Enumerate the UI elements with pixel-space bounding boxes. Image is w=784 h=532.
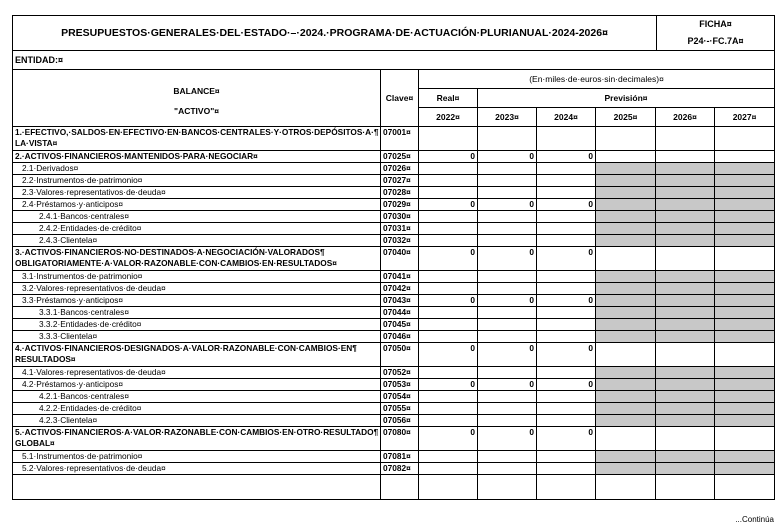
row-label: 5.·ACTIVOS·FINANCIEROS·A·VALOR·RAZONABLE·CON·CAMBIOS·EN·OTRO·RESULTADO¶ GLOBAL¤ [13, 427, 381, 451]
forecast-cell[interactable] [715, 283, 775, 295]
value-cell[interactable] [419, 319, 478, 331]
row-label: 2.4.2·Entidades·de·crédito¤ [13, 223, 381, 235]
value-cell[interactable] [419, 175, 478, 187]
value-cell[interactable] [537, 271, 596, 283]
table-row [13, 235, 775, 247]
value-cell[interactable] [478, 319, 537, 331]
forecast-cell[interactable] [656, 367, 715, 379]
forecast-cell[interactable] [656, 331, 715, 343]
value-cell[interactable] [537, 223, 596, 235]
forecast-cell[interactable] [596, 187, 656, 199]
forecast-cell[interactable] [596, 415, 656, 427]
value-cell[interactable] [478, 271, 537, 283]
value-cell[interactable] [478, 451, 537, 463]
value-cell[interactable] [537, 307, 596, 319]
balance-heading [13, 70, 381, 127]
year-heading: 2022¤ [419, 108, 478, 127]
table-row [13, 295, 775, 307]
form-title: PRESUPUESTOS·GENERALES·DEL·ESTADO·–·2024.·PROGRAMA·DE·ACTUACIÓN·PLURIANUAL·2024-2026¤ [13, 16, 657, 51]
forecast-cell[interactable] [596, 247, 656, 271]
table-row [13, 187, 775, 199]
value-cell[interactable]: 0 [419, 247, 478, 271]
forecast-cell[interactable] [656, 379, 715, 391]
value-cell[interactable]: 0 [419, 199, 478, 211]
value-cell[interactable] [537, 451, 596, 463]
row-label: 3.1·Instrumentos·de·patrimonio¤ [13, 271, 381, 283]
forecast-cell[interactable] [596, 331, 656, 343]
forecast-cell[interactable] [656, 427, 715, 451]
forecast-cell[interactable] [656, 247, 715, 271]
row-label: 3.2·Valores·representativos·de·deuda¤ [13, 283, 381, 295]
table-row [13, 343, 775, 367]
forecast-cell[interactable] [715, 367, 775, 379]
forecast-cell[interactable] [656, 307, 715, 319]
forecast-cell[interactable] [715, 307, 775, 319]
row-clave: 07026¤ [381, 163, 419, 175]
year-heading: 2025¤ [596, 108, 656, 127]
continua-note: ...Continúa [735, 515, 774, 524]
value-cell[interactable] [537, 403, 596, 415]
value-cell[interactable]: 0 [478, 199, 537, 211]
activo-label: "ACTIVO"¤ [174, 106, 219, 116]
row-label: 2.4·Préstamos·y·anticipos¤ [13, 199, 381, 211]
forecast-cell[interactable] [596, 283, 656, 295]
year-heading: 2023¤ [478, 108, 537, 127]
value-cell[interactable] [537, 127, 596, 151]
row-label: 3.3.2·Entidades·de·crédito¤ [13, 319, 381, 331]
table-row [13, 451, 775, 463]
value-cell[interactable] [419, 415, 478, 427]
value-cell[interactable] [478, 403, 537, 415]
row-label: 2.3·Valores·representativos·de·deuda¤ [13, 187, 381, 199]
row-clave: 07040¤ [381, 247, 419, 271]
forecast-cell[interactable] [715, 427, 775, 451]
forecast-cell[interactable] [596, 235, 656, 247]
table-row [13, 331, 775, 343]
value-cell[interactable] [419, 307, 478, 319]
value-cell[interactable] [478, 187, 537, 199]
value-cell[interactable]: 0 [478, 151, 537, 163]
forecast-cell[interactable] [656, 283, 715, 295]
table-row [13, 127, 775, 151]
row-clave: 07042¤ [381, 283, 419, 295]
balance-table [12, 69, 775, 500]
row-clave: 07044¤ [381, 307, 419, 319]
forecast-cell[interactable] [656, 211, 715, 223]
real-heading: Real¤ [419, 89, 478, 108]
table-row [13, 367, 775, 379]
forecast-cell[interactable] [656, 319, 715, 331]
value-cell[interactable]: 0 [478, 247, 537, 271]
ficha-code: P24·-·FC.7A¤ [657, 33, 775, 51]
row-clave: 07028¤ [381, 187, 419, 199]
value-cell[interactable]: 0 [537, 151, 596, 163]
forecast-cell[interactable] [596, 319, 656, 331]
value-cell[interactable] [419, 463, 478, 475]
row-clave: 07045¤ [381, 319, 419, 331]
value-cell[interactable] [419, 235, 478, 247]
row-label: 2.1·Derivados¤ [13, 163, 381, 175]
value-cell[interactable] [419, 223, 478, 235]
forecast-cell[interactable] [656, 403, 715, 415]
value-cell[interactable]: 0 [419, 427, 478, 451]
forecast-cell[interactable] [596, 199, 656, 211]
forecast-cell[interactable] [656, 175, 715, 187]
forecast-cell[interactable] [656, 151, 715, 163]
forecast-cell[interactable] [715, 163, 775, 175]
value-cell[interactable] [537, 391, 596, 403]
table-row [13, 391, 775, 403]
value-cell[interactable] [537, 319, 596, 331]
value-cell[interactable] [478, 175, 537, 187]
forecast-cell[interactable] [715, 175, 775, 187]
forecast-cell[interactable] [715, 271, 775, 283]
forecast-cell[interactable] [715, 295, 775, 307]
value-cell[interactable]: 0 [537, 379, 596, 391]
value-cell[interactable] [537, 331, 596, 343]
header-table [12, 15, 775, 70]
row-label: 2.2·Instrumentos·de·patrimonio¤ [13, 175, 381, 187]
forecast-cell[interactable] [715, 235, 775, 247]
table-row [13, 319, 775, 331]
table-row [13, 199, 775, 211]
value-cell[interactable]: 0 [537, 199, 596, 211]
year-heading: 2027¤ [715, 108, 775, 127]
value-cell[interactable] [537, 211, 596, 223]
forecast-cell[interactable] [715, 403, 775, 415]
row-label: 3.3.3·Clientela¤ [13, 331, 381, 343]
value-cell[interactable] [478, 283, 537, 295]
forecast-cell[interactable] [715, 331, 775, 343]
value-cell[interactable] [478, 367, 537, 379]
forecast-cell[interactable] [715, 127, 775, 151]
forecast-cell[interactable] [596, 391, 656, 403]
table-row [13, 427, 775, 451]
forecast-cell[interactable] [596, 271, 656, 283]
value-cell[interactable] [478, 331, 537, 343]
row-clave: 07080¤ [381, 427, 419, 451]
row-clave: 07025¤ [381, 151, 419, 163]
value-cell[interactable] [419, 403, 478, 415]
value-cell[interactable] [478, 163, 537, 175]
balance-label: BALANCE¤ [173, 86, 220, 96]
forecast-cell[interactable] [656, 163, 715, 175]
value-cell[interactable]: 0 [537, 343, 596, 367]
row-clave: 07053¤ [381, 379, 419, 391]
value-cell[interactable]: 0 [419, 379, 478, 391]
row-clave: 07031¤ [381, 223, 419, 235]
row-clave: 07082¤ [381, 463, 419, 475]
value-cell[interactable] [537, 283, 596, 295]
value-cell[interactable] [478, 211, 537, 223]
value-cell[interactable]: 0 [478, 427, 537, 451]
value-cell[interactable]: 0 [419, 295, 478, 307]
value-cell[interactable]: 0 [419, 151, 478, 163]
forecast-cell[interactable] [715, 343, 775, 367]
table-row [13, 211, 775, 223]
forecast-cell[interactable] [715, 151, 775, 163]
value-cell[interactable]: 0 [478, 295, 537, 307]
forecast-cell[interactable] [715, 187, 775, 199]
row-label: 3.3.1·Bancos·centrales¤ [13, 307, 381, 319]
row-label: 5.1·Instrumentos·de·patrimonio¤ [13, 451, 381, 463]
row-clave: 07054¤ [381, 391, 419, 403]
row-label: 5.2·Valores·representativos·de·deuda¤ [13, 463, 381, 475]
value-cell[interactable] [478, 235, 537, 247]
table-row [13, 223, 775, 235]
row-clave: 07055¤ [381, 403, 419, 415]
forecast-cell[interactable] [656, 271, 715, 283]
value-cell[interactable]: 0 [537, 295, 596, 307]
ficha-label: FICHA¤ [657, 16, 775, 34]
forecast-cell[interactable] [715, 319, 775, 331]
forecast-cell[interactable] [656, 199, 715, 211]
units-note: (En·miles·de·euros·sin·decimales)¤ [419, 70, 775, 89]
forecast-cell[interactable] [596, 163, 656, 175]
table-row [13, 283, 775, 295]
forecast-cell[interactable] [715, 211, 775, 223]
forecast-cell[interactable] [596, 343, 656, 367]
forecast-cell[interactable] [656, 187, 715, 199]
value-cell[interactable] [537, 163, 596, 175]
value-cell[interactable] [419, 391, 478, 403]
forecast-cell[interactable] [715, 451, 775, 463]
row-label: 4.2·Préstamos·y·anticipos¤ [13, 379, 381, 391]
value-cell[interactable] [478, 127, 537, 151]
row-label: 3.3·Préstamos·y·anticipos¤ [13, 295, 381, 307]
forecast-cell[interactable] [715, 463, 775, 475]
table-row [13, 415, 775, 427]
row-label: 4.·ACTIVOS·FINANCIEROS·DESIGNADOS·A·VALOR·RAZONABLE·CON·CAMBIOS·EN¶ RESULTADOS¤ [13, 343, 381, 367]
row-clave: 07050¤ [381, 343, 419, 367]
forecast-cell[interactable] [656, 295, 715, 307]
forecast-cell[interactable] [596, 151, 656, 163]
forecast-cell[interactable] [656, 415, 715, 427]
forecast-cell[interactable] [596, 379, 656, 391]
year-heading: 2026¤ [656, 108, 715, 127]
forecast-cell[interactable] [596, 223, 656, 235]
clave-heading: Clave¤ [381, 70, 419, 127]
forecast-cell[interactable] [656, 451, 715, 463]
row-clave: 07032¤ [381, 235, 419, 247]
value-cell[interactable] [478, 391, 537, 403]
value-cell[interactable] [419, 331, 478, 343]
table-row [13, 175, 775, 187]
row-label: 1.·EFECTIVO,·SALDOS·EN·EFECTIVO·EN·BANCOS·CENTRALES·Y·OTROS·DEPÓSITOS·A·¶ LA·VISTA¤ [13, 127, 381, 151]
value-cell[interactable] [419, 367, 478, 379]
blank-row [13, 475, 775, 500]
row-label: 4.2.1·Bancos·centrales¤ [13, 391, 381, 403]
table-row [13, 307, 775, 319]
table-row [13, 463, 775, 475]
value-cell[interactable] [537, 367, 596, 379]
value-cell[interactable]: 0 [478, 379, 537, 391]
forecast-cell[interactable] [596, 211, 656, 223]
row-label: 2.4.1·Bancos·centrales¤ [13, 211, 381, 223]
forecast-cell[interactable] [715, 223, 775, 235]
forecast-cell[interactable] [656, 391, 715, 403]
value-cell[interactable] [478, 463, 537, 475]
row-label: 4.2.2·Entidades·de·crédito¤ [13, 403, 381, 415]
year-heading: 2024¤ [537, 108, 596, 127]
value-cell[interactable] [478, 415, 537, 427]
value-cell[interactable] [537, 187, 596, 199]
prevision-heading: Previsión¤ [478, 89, 775, 108]
row-clave: 07027¤ [381, 175, 419, 187]
value-cell[interactable] [478, 223, 537, 235]
value-cell[interactable] [537, 415, 596, 427]
row-label: 4.1·Valores·representativos·de·deuda¤ [13, 367, 381, 379]
row-clave: 07030¤ [381, 211, 419, 223]
row-clave: 07081¤ [381, 451, 419, 463]
value-cell[interactable] [419, 451, 478, 463]
forecast-cell[interactable] [596, 463, 656, 475]
forecast-cell[interactable] [656, 463, 715, 475]
row-clave: 07001¤ [381, 127, 419, 151]
row-label: 4.2.3·Clientela¤ [13, 415, 381, 427]
row-clave: 07041¤ [381, 271, 419, 283]
row-clave: 07029¤ [381, 199, 419, 211]
table-row [13, 151, 775, 163]
forecast-cell[interactable] [656, 235, 715, 247]
forecast-cell[interactable] [715, 379, 775, 391]
value-cell[interactable]: 0 [537, 427, 596, 451]
value-cell[interactable]: 0 [478, 343, 537, 367]
value-cell[interactable] [537, 463, 596, 475]
value-cell[interactable] [419, 271, 478, 283]
forecast-cell[interactable] [715, 391, 775, 403]
table-row [13, 163, 775, 175]
forecast-cell[interactable] [715, 415, 775, 427]
value-cell[interactable]: 0 [419, 343, 478, 367]
forecast-cell[interactable] [656, 223, 715, 235]
table-row [13, 247, 775, 271]
entidad-label: ENTIDAD:¤ [13, 51, 775, 70]
row-clave: 07056¤ [381, 415, 419, 427]
value-cell[interactable] [419, 163, 478, 175]
value-cell[interactable] [419, 127, 478, 151]
value-cell[interactable]: 0 [537, 247, 596, 271]
forecast-cell[interactable] [715, 247, 775, 271]
row-label: 2.4.3·Clientela¤ [13, 235, 381, 247]
value-cell[interactable] [537, 235, 596, 247]
row-clave: 07043¤ [381, 295, 419, 307]
forecast-cell[interactable] [596, 427, 656, 451]
forecast-cell[interactable] [656, 343, 715, 367]
table-row [13, 271, 775, 283]
forecast-cell[interactable] [715, 199, 775, 211]
row-label: 2.·ACTIVOS·FINANCIEROS·MANTENIDOS·PARA·NEGOCIAR¤ [13, 151, 381, 163]
forecast-cell[interactable] [596, 295, 656, 307]
budget-form-page [12, 15, 774, 500]
forecast-cell[interactable] [596, 451, 656, 463]
forecast-cell[interactable] [596, 307, 656, 319]
forecast-cell[interactable] [596, 403, 656, 415]
row-clave: 07052¤ [381, 367, 419, 379]
table-row [13, 403, 775, 415]
forecast-cell[interactable] [656, 127, 715, 151]
value-cell[interactable] [419, 211, 478, 223]
value-cell[interactable] [419, 283, 478, 295]
forecast-cell[interactable] [596, 127, 656, 151]
value-cell[interactable] [419, 187, 478, 199]
table-row [13, 379, 775, 391]
forecast-cell[interactable] [596, 175, 656, 187]
value-cell[interactable] [537, 175, 596, 187]
row-label: 3.·ACTIVOS·FINANCIEROS·NO·DESTINADOS·A·NEGOCIACIÓN·VALORADOS¶ OBLIGATORIAMENTE·A·VALOR·RAZONABLE·CON·CAMBIOS·EN·RESULTADOS¤ [13, 247, 381, 271]
value-cell[interactable] [478, 307, 537, 319]
forecast-cell[interactable] [596, 367, 656, 379]
row-clave: 07046¤ [381, 331, 419, 343]
